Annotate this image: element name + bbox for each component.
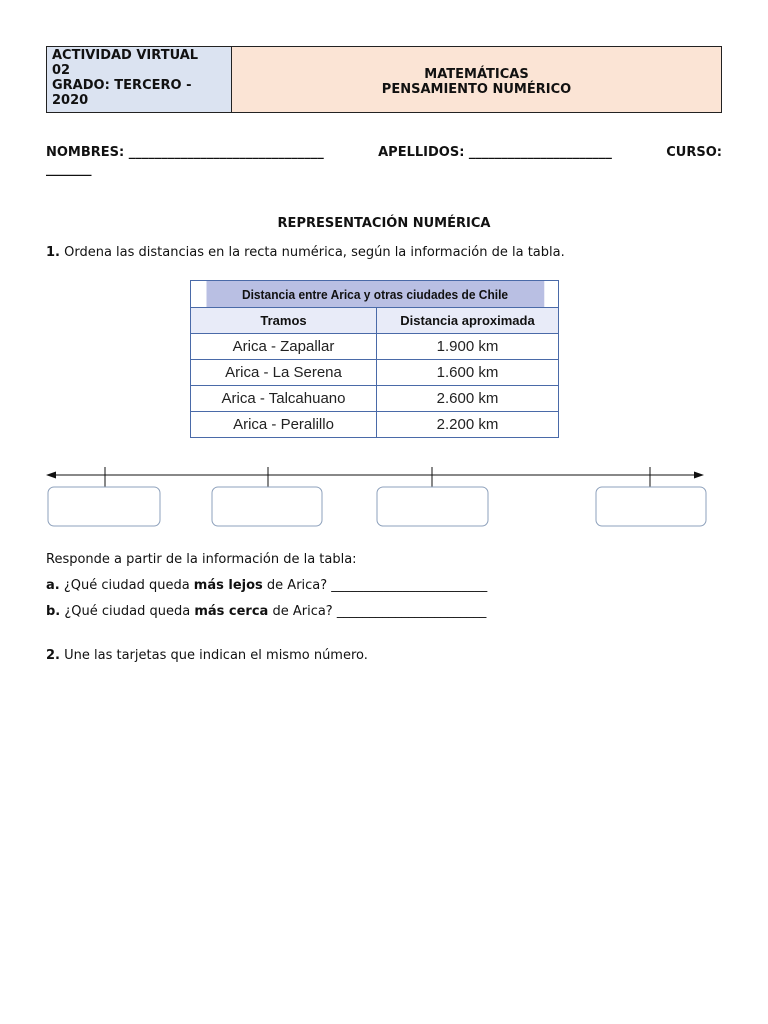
apellidos-label: APELLIDOS: bbox=[378, 145, 465, 160]
table-row bbox=[191, 334, 559, 360]
arrow-left-icon bbox=[46, 472, 56, 479]
table-row bbox=[191, 360, 559, 386]
activity-line: 2020 bbox=[52, 93, 89, 108]
question-1-number: 1. bbox=[46, 245, 60, 260]
table-row bbox=[191, 412, 559, 438]
question-1-text: Ordena las distancias en la recta numérica, según la información de la tabla. bbox=[59, 245, 565, 260]
answer-box[interactable] bbox=[377, 487, 488, 526]
curso-label: CURSO: bbox=[666, 145, 722, 160]
table-cell-distancia: 2.600 km bbox=[377, 386, 559, 412]
question-2-text: Une las tarjetas que indican el mismo número. bbox=[59, 648, 368, 663]
activity-line: ACTIVIDAD VIRTUAL bbox=[52, 48, 199, 63]
question-b bbox=[46, 599, 487, 625]
subject-info bbox=[232, 47, 721, 112]
question-b-letter: b. bbox=[46, 604, 61, 619]
table-row bbox=[191, 386, 559, 412]
question-b-text-end: de Arica? bbox=[268, 604, 337, 619]
answer-box[interactable] bbox=[48, 487, 160, 526]
question-a-letter: a. bbox=[46, 578, 60, 593]
table-cell-tramo: Arica - La Serena bbox=[191, 360, 377, 386]
subject-title: MATEMÁTICAS bbox=[424, 66, 529, 82]
topic-title: PENSAMIENTO NUMÉRICO bbox=[381, 81, 572, 97]
curso-blank[interactable]: _______ bbox=[46, 162, 92, 177]
header-box bbox=[46, 46, 722, 113]
table-caption: Distancia entre Arica y otras ciudades de Chile bbox=[205, 281, 544, 308]
question-2 bbox=[46, 648, 368, 663]
question-a-text: ¿Qué ciudad queda bbox=[59, 578, 194, 593]
student-fields bbox=[46, 144, 722, 178]
nombres-field[interactable] bbox=[46, 144, 324, 161]
number-line bbox=[44, 462, 714, 532]
table-cell-tramo: Arica - Talcahuano bbox=[191, 386, 377, 412]
table-cell-distancia: 1.600 km bbox=[377, 360, 559, 386]
nombres-label: NOMBRES: bbox=[46, 145, 125, 160]
activity-info bbox=[47, 47, 232, 112]
table-cell-distancia: 1.900 km bbox=[377, 334, 559, 360]
question-a-text-end: de Arica? bbox=[262, 578, 332, 593]
answer-box[interactable] bbox=[212, 487, 322, 526]
question-b-text: ¿Qué ciudad queda bbox=[60, 604, 195, 619]
table-cell-tramo: Arica - Zapallar bbox=[191, 334, 377, 360]
question-b-emphasis: más cerca bbox=[194, 604, 269, 619]
question-2-number: 2. bbox=[46, 648, 60, 663]
table-header-distancia: Distancia aproximada bbox=[377, 308, 559, 334]
answers-section bbox=[46, 547, 487, 625]
apellidos-field[interactable] bbox=[378, 144, 612, 161]
table-header-tramos: Tramos bbox=[191, 308, 377, 334]
section-title: REPRESENTACIÓN NUMÉRICA bbox=[277, 216, 491, 231]
distance-table bbox=[190, 280, 559, 438]
question-b-blank[interactable]: _______________________ bbox=[336, 604, 487, 619]
answers-intro: Responde a partir de la información de la tabla: bbox=[46, 552, 357, 567]
nombres-blank: ______________________________ bbox=[128, 145, 324, 160]
question-a-emphasis: más lejos bbox=[193, 578, 263, 593]
question-a bbox=[46, 573, 487, 599]
activity-line: GRADO: TERCERO - bbox=[52, 78, 192, 93]
question-a-blank[interactable]: ________________________ bbox=[331, 578, 488, 593]
table-cell-tramo: Arica - Peralillo bbox=[191, 412, 377, 438]
arrow-right-icon bbox=[694, 472, 704, 479]
activity-line: 02 bbox=[52, 63, 71, 78]
answer-box[interactable] bbox=[596, 487, 706, 526]
apellidos-blank: ______________________ bbox=[468, 145, 612, 160]
table-cell-distancia: 2.200 km bbox=[377, 412, 559, 438]
question-1 bbox=[46, 245, 565, 260]
